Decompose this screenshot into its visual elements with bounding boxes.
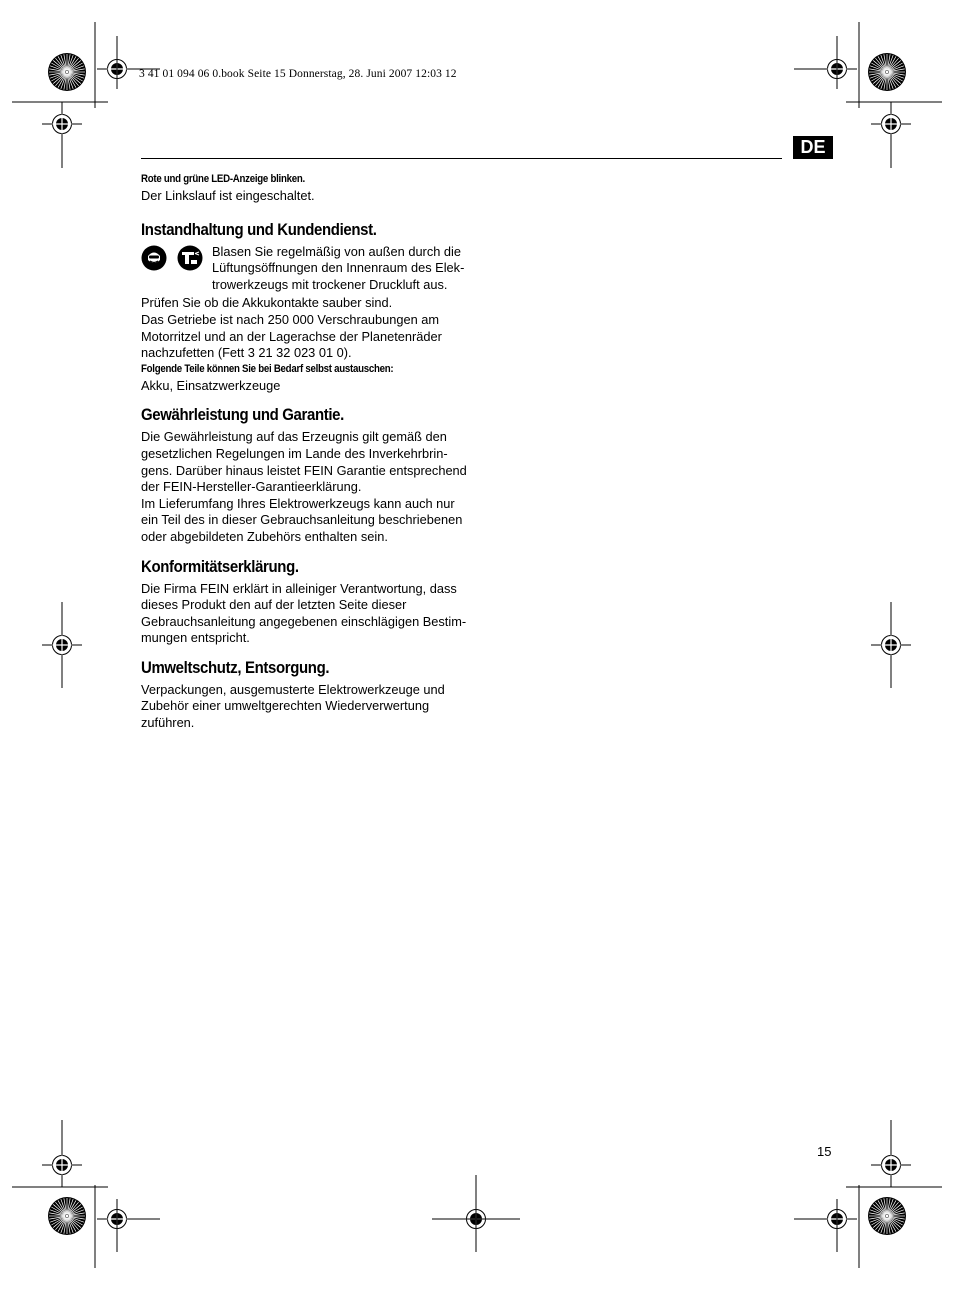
warranty-line: gens. Darüber hinaus leistet FEIN Garantie entsprechend [141, 462, 467, 478]
warranty-line: Die Gewährleistung auf das Erzeugnis gilt gemäß den [141, 429, 447, 445]
blow-line: Lüftungsöffnungen den Innenraum des Elek- [212, 260, 465, 276]
conformity-title: Konformitätserklärung. [141, 556, 299, 576]
print-slug: 3 41 01 094 06 0.book Seite 15 Donnerstag, 28. Juni 2007 12:03 12 [139, 68, 457, 80]
maintenance-icons [141, 244, 212, 271]
warranty-line: oder abgebildeten Zubehörs enthalten sein. [141, 528, 388, 544]
warranty-line: Im Lieferumfang Ihres Elektrowerkzeugs kann auch nur [141, 495, 455, 511]
parts-heading: Folgende Teile können Sie bei Bedarf selbst austauschen: [141, 362, 394, 375]
page-number: 15 [817, 1144, 832, 1159]
warranty-title: Gewährleistung und Garantie. [141, 405, 344, 425]
language-badge: DE [793, 136, 833, 159]
conformity-line: dieses Produkt den auf der letzten Seite dieser [141, 597, 407, 613]
maintenance-icon-row [141, 244, 486, 294]
environment-title: Umweltschutz, Entsorgung. [141, 657, 330, 677]
gear-line: nachzufetten (Fett 3 21 32 023 01 0). [141, 345, 352, 361]
led-text: Der Linkslauf ist eingeschaltet. [141, 188, 315, 203]
environment-line: Zubehör einer umweltgerechten Wiederverwertung [141, 698, 430, 714]
compressed-air-icon [177, 245, 203, 271]
environment-line: Verpackungen, ausgemusterte Elektrowerkzeuge und [141, 681, 445, 697]
page-content [141, 172, 486, 732]
blow-line: trowerkzeugs mit trockener Druckluft aus. [212, 276, 448, 292]
warranty-line: ein Teil des in dieser Gebrauchsanleitung beschriebenen [141, 512, 463, 528]
conformity-line: Gebrauchsanleitung angegebenen einschlägigen Bestim- [141, 613, 467, 629]
check-contacts-text: Prüfen Sie ob die Akkukontakte sauber sind. [141, 295, 393, 311]
gear-line: Motorritzel und an der Lagerachse der Planetenräder [141, 328, 442, 344]
gear-line: Das Getriebe ist nach 250 000 Verschraubungen am [141, 311, 440, 327]
maintenance-title: Instandhaltung und Kundendienst. [141, 219, 377, 239]
conformity-line: mungen entspricht. [141, 630, 250, 646]
environment-line: zuführen. [141, 715, 195, 731]
header-rule [141, 158, 782, 159]
warranty-line: der FEIN-Hersteller-Garantieerklärung. [141, 479, 362, 495]
conformity-line: Die Firma FEIN erklärt in alleiniger Verantwortung, dass [141, 580, 457, 596]
blow-instructions [212, 244, 464, 294]
blow-line: Blasen Sie regelmäßig von außen durch die [212, 243, 461, 259]
goggles-mask-icon [141, 245, 167, 271]
parts-text: Akku, Einsatzwerkzeuge [141, 377, 281, 393]
led-heading: Rote und grüne LED-Anzeige blinken. [141, 173, 305, 185]
warranty-line: gesetzlichen Regelungen im Lande des Inverkehrbrin- [141, 445, 448, 461]
